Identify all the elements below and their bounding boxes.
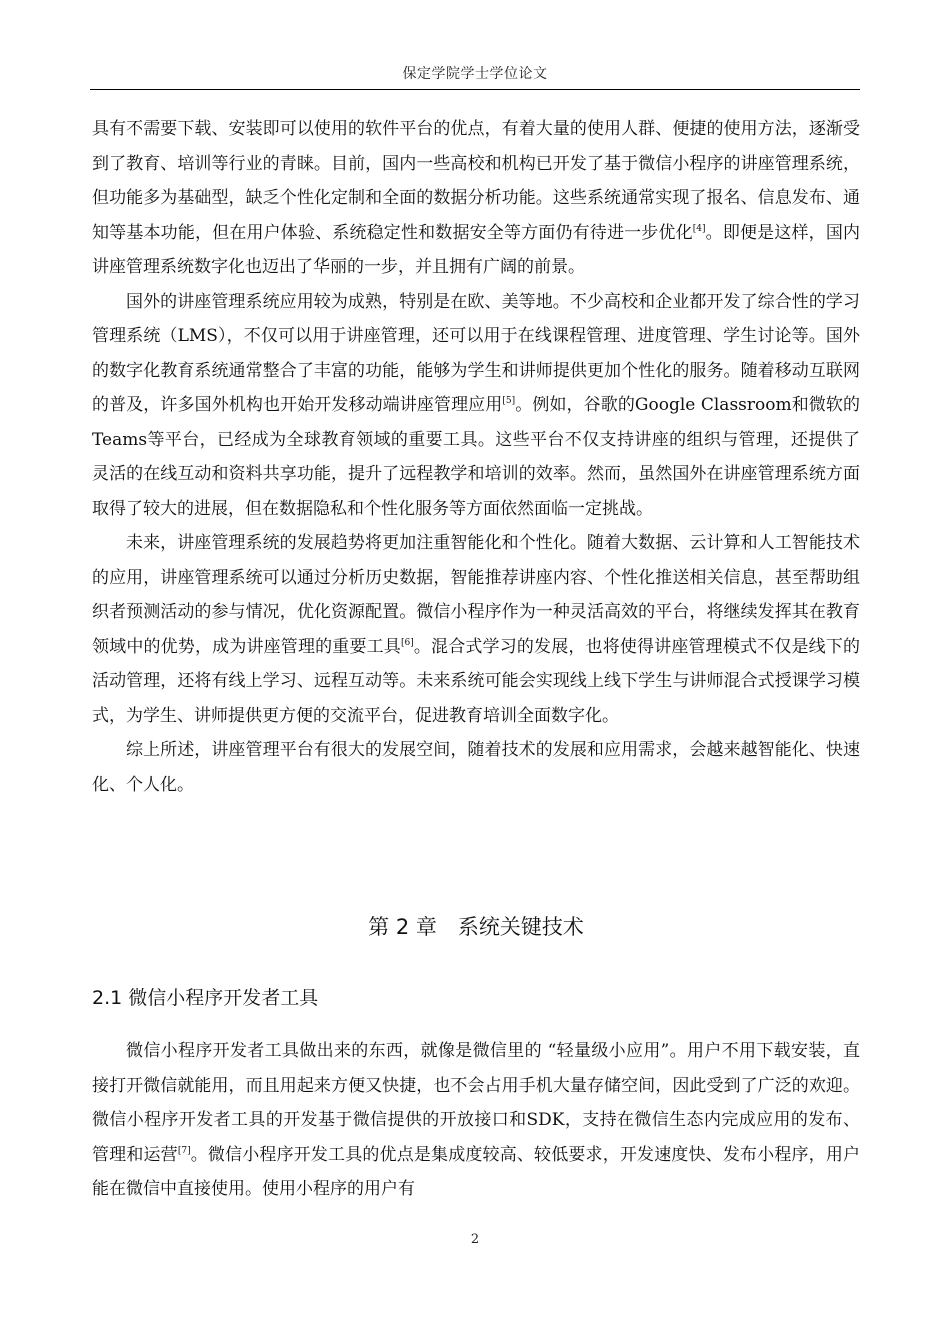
section-body: [92, 1034, 860, 1207]
paragraph-summary: 综上所述，讲座管理平台有很大的发展空间，随着技术的发展和应用需求，会越来越智能化、快速化、个人化。: [92, 740, 860, 795]
paragraph-domestic-status: 具有不需要下载、安装即可以使用的软件平台的优点，有着大量的使用人群、便捷的使用方法，逐渐受到了教育、培训等行业的青睐。目前，国内一些高校和机构已开发了基于微信小程序的讲座管理系统，但功能多为基础型，缺乏个性化定制和全面的数据分析功能。这些系统通常实现了报名、信息发布、通知等基本功能，但在用户体验、系统稳定性和数据安全等方面仍有待进一步优化[4]。即便是这样，国内讲座管理系统数字化也迈出了华丽的一步，并且拥有广阔的前景。: [92, 119, 860, 277]
paragraph-foreign-status: 国外的讲座管理系统应用较为成熟，特别是在欧、美等地。不少高校和企业都开发了综合性的学习管理系统（LMS），不仅可以用于讲座管理，还可以用于在线课程管理、进度管理、学生讨论等。国外的数字化教育系统通常整合了丰富的功能，能够为学生和讲师提供更加个性化的服务。随着移动互联网的普及，许多国外机构也开始开发移动端讲座管理应用[5]。例如，谷歌的Google Classroom和微软的Teams等平台，已经成为全球教育领域的重要工具。这些平台不仅支持讲座的组织与管理，还提供了灵活的在线互动和资料共享功能，提升了远程教学和培训的效率。然而，虽然国外在讲座管理系统方面取得了较大的进展，但在数据隐私和个性化服务等方面依然面临一定挑战。: [92, 291, 861, 519]
citation-4: [4]: [692, 223, 706, 234]
section-heading: 2.1 微信小程序开发者工具: [92, 987, 319, 1009]
page-content: [92, 112, 861, 1199]
intro-text: [92, 112, 860, 802]
thesis-title: 保定学院学士学位论文: [402, 66, 548, 82]
citation-7: [7]: [177, 1145, 191, 1156]
citation-5: [5]: [502, 396, 516, 406]
paragraph-future-trend: 未来，讲座管理系统的发展趋势将更加注重智能化和个性化。随着大数据、云计算和人工智能技术的应用，讲座管理系统可以通过分析历史数据，智能推荐讲座内容、个性化推送相关信息，甚至帮助组织者预测活动的参与情况，优化资源配置。微信小程序作为一种灵活高效的平台，将继续发挥其在教育领域中的优势，成为讲座管理的重要工具[6]。混合式学习的发展，也将使得讲座管理模式不仅是线下的活动管理，还将有线上学习、远程互动等。未来系统可能会实现线上线下学生与讲师混合式授课学习模式，为学生、讲师提供更方便的交流平台，促进教育培训全面数字化。: [92, 533, 861, 726]
citation-6: [6]: [400, 637, 414, 648]
page-number: 2: [470, 1232, 480, 1247]
page-header: [90, 64, 860, 90]
paragraph-wechat-devtools: 微信小程序开发者工具做出来的东西，就像是微信里的 “轻量级小应用”。用户不用下载安装，直接打开微信就能用，而且用起来方便又快捷，也不会占用手机大量存储空间，因此受到了广泛的欢迎。微信小程序开发者工具的开发基于微信提供的开放接口和SDK，支持在微信生态内完成应用的发布、管理和运营[7]。微信小程序开发工具的优点是集成度较高、较低要求，开发速度快、发布小程序，用户能在微信中直接使用。使用小程序的用户有: [92, 1041, 861, 1199]
chapter-heading: 第 2 章 系统关键技术: [368, 915, 584, 939]
